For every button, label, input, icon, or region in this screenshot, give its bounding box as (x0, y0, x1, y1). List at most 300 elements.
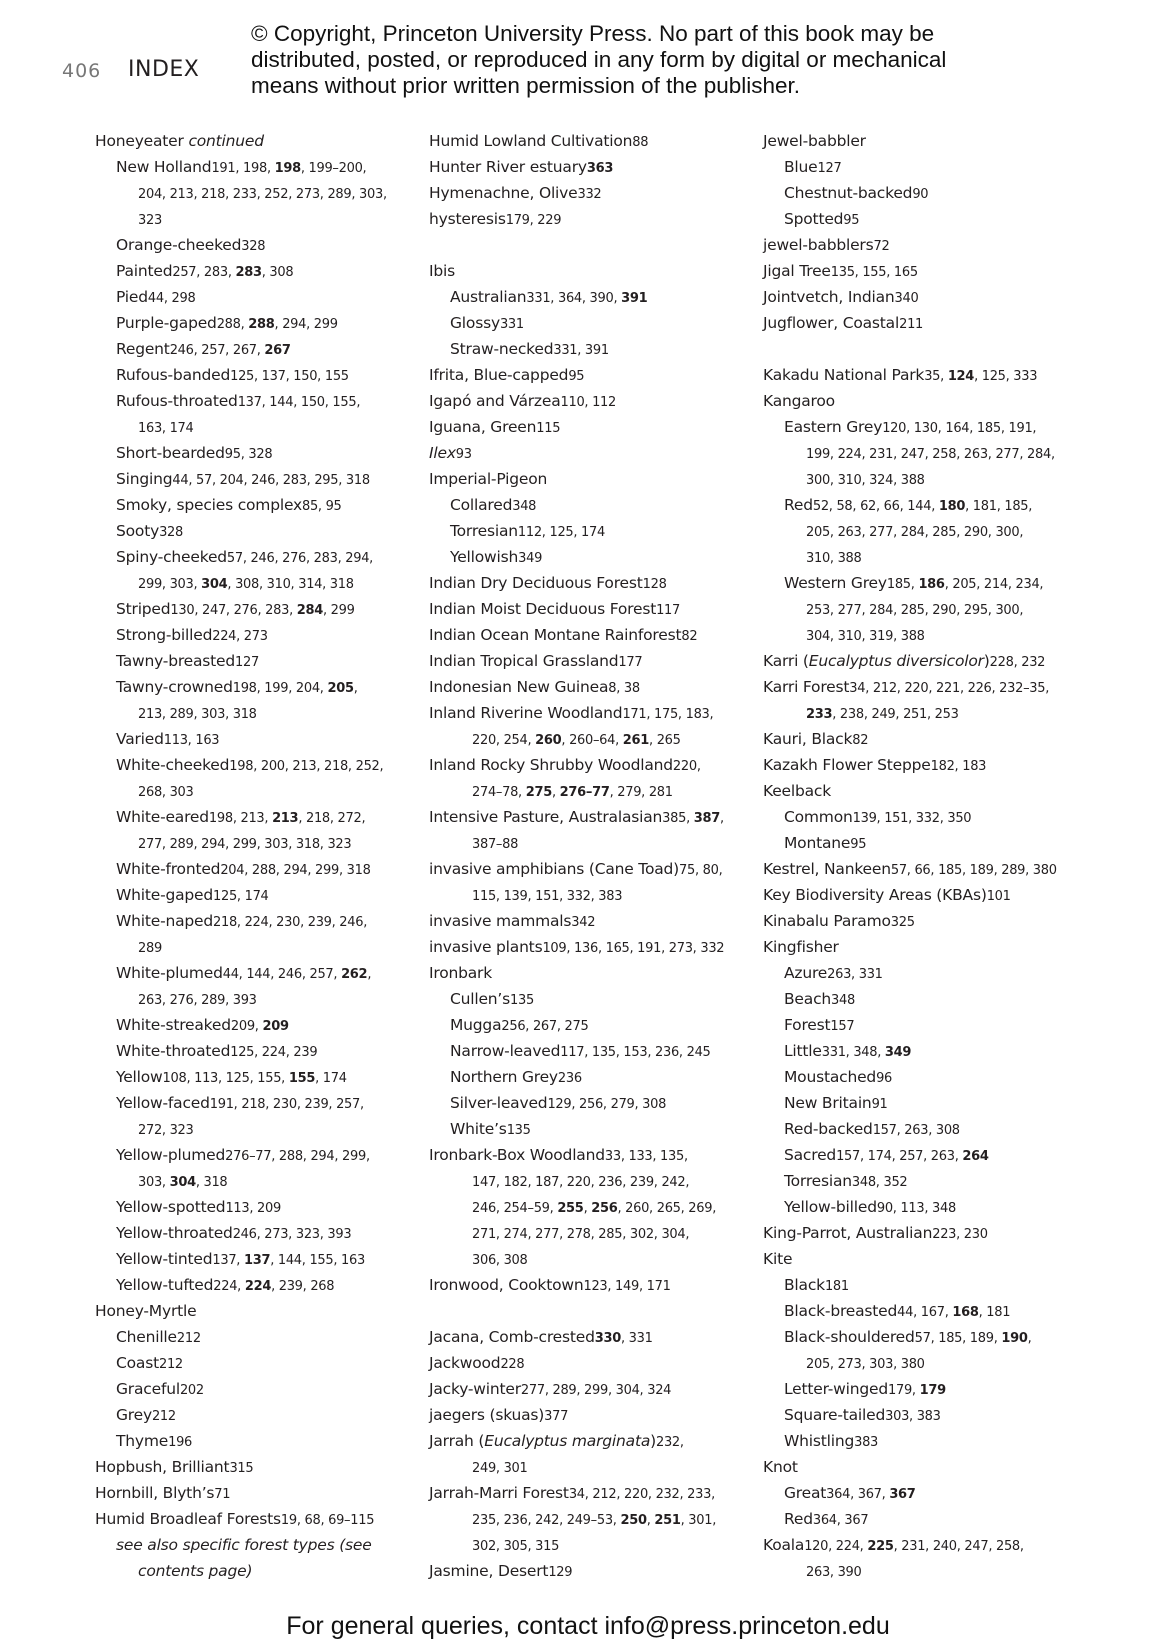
index-entry (429, 648, 759, 674)
entry-term: Humid Broadleaf Forests (95, 1510, 281, 1528)
index-subentry (95, 388, 415, 414)
page-refs: 191, 198, 198, 199–200, (211, 161, 367, 176)
footer-contact: For general queries, contact info@press.princeton.edu (286, 1612, 890, 1640)
index-entry: Jarrah (Eucalyptus marginata)232, (429, 1432, 684, 1450)
entry-term: Jacana, Comb-crested (429, 1328, 595, 1346)
entry-term: Yellow-tufted (116, 1276, 214, 1294)
entry-term: Inland Riverine Woodland (429, 704, 623, 722)
index-subentry (95, 1376, 415, 1402)
page-refs: 157, 174, 257, 263, 264 (836, 1149, 989, 1164)
entry-term: White-eared (116, 808, 209, 826)
index-entry (429, 570, 759, 596)
index-subentry (95, 518, 415, 544)
entry-term: White’s (450, 1120, 507, 1138)
index-entry (429, 1350, 759, 1376)
page-refs: 328 (159, 525, 183, 540)
entry-term: Kite (763, 1250, 793, 1268)
entry-term: Letter-winged (784, 1380, 888, 1398)
entry-term: White-cheeked (116, 756, 230, 774)
index-subentry (95, 752, 415, 778)
page-refs: 198, 200, 213, 218, 252, (229, 759, 384, 774)
entry-term: Pied (116, 288, 148, 306)
page-refs: 340 (894, 291, 919, 306)
entry-term: hysteresis (429, 210, 506, 228)
index-subentry (763, 570, 1163, 596)
index-entry (429, 180, 759, 206)
page-refs: 34, 212, 220, 232, 233, (568, 1487, 715, 1502)
index-spacer (429, 232, 759, 258)
entry-term: Eastern Grey (784, 418, 883, 436)
index-entry (763, 284, 1163, 310)
entry-term: Beach (784, 990, 832, 1008)
index-subentry (429, 544, 759, 570)
page-refs: 52, 58, 62, 66, 144, 180, 181, 185, (812, 499, 1033, 514)
page-refs: 110, 112 (560, 395, 616, 410)
page-refs: 246, 257, 267, 267 (169, 343, 291, 358)
entry-term: Azure (784, 964, 828, 982)
entry-term: jewel-babblers (763, 236, 874, 254)
index-continuation (763, 596, 1163, 622)
copyright-line: distributed, posted, or reproduced in any form by digital or mechanical (251, 47, 947, 72)
page-refs: 177 (618, 655, 643, 670)
entry-term: Short-bearded (116, 444, 225, 462)
index-subentry (95, 960, 415, 986)
index-entry (429, 388, 759, 414)
index-entry (763, 310, 1163, 336)
entry-italic: see also specific forest types (see (116, 1536, 372, 1554)
entry-term: Ironwood, Cooktown (429, 1276, 584, 1294)
page-refs: 304, 310, 319, 388 (806, 629, 925, 644)
entry-term: Kinabalu Paramo (763, 912, 891, 930)
page-refs: 233, 238, 249, 251, 253 (806, 707, 959, 722)
index-subentry (763, 960, 1163, 986)
index-continuation (763, 1350, 1163, 1376)
entry-term: Yellow-plumed (116, 1146, 226, 1164)
entry-term: Indian Tropical Grassland (429, 652, 619, 670)
page-refs: 204, 288, 294, 299, 318 (220, 863, 371, 878)
page-refs: 232, (655, 1435, 684, 1450)
page-refs: 249, 301 (472, 1461, 528, 1476)
entry-term: Graceful (116, 1380, 180, 1398)
page-refs: 8, 38 (608, 681, 640, 696)
page-refs: 93 (455, 447, 472, 462)
index-subentry (95, 1558, 415, 1584)
index-entry (763, 1532, 1163, 1558)
entry-term: Kingfisher (763, 938, 839, 956)
entry-term: White-throated (116, 1042, 231, 1060)
page-refs: 137, 137, 144, 155, 163 (212, 1253, 365, 1268)
page-refs: 171, 175, 183, (622, 707, 714, 722)
index-spacer (429, 1298, 759, 1324)
entry-term: Hornbill, Blyth’s (95, 1484, 215, 1502)
index-continuation (763, 544, 1163, 570)
page-refs: 257, 283, 283, 308 (172, 265, 294, 280)
index-entry (429, 674, 759, 700)
page-refs: 268, 303 (138, 785, 194, 800)
index-entry (429, 154, 759, 180)
entry-term: Indian Moist Deciduous Forest (429, 600, 657, 618)
page-refs: 348 (512, 499, 537, 514)
entry-term: White-plumed (116, 964, 223, 982)
index-entry (429, 1480, 759, 1506)
entry-term: Igapó and Várzea (429, 392, 561, 410)
page-refs: 44, 298 (147, 291, 196, 306)
page-refs: 332 (577, 187, 602, 202)
page-refs: 342 (571, 915, 596, 930)
entry-term: Sooty (116, 522, 160, 540)
entry-term: Chenille (116, 1328, 177, 1346)
page-refs: 115, 139, 151, 332, 383 (472, 889, 623, 904)
entry-term: King-Parrot, Australian (763, 1224, 933, 1242)
page-refs: 289 (138, 941, 162, 956)
page-refs: 125, 224, 239 (230, 1045, 318, 1060)
index-continuation (429, 1246, 759, 1272)
entry-term: Cullen’s (450, 990, 511, 1008)
page-refs: 35, 124, 125, 333 (924, 369, 1038, 384)
page-refs: 96 (876, 1071, 893, 1086)
page-refs: 276–77, 288, 294, 299, (225, 1149, 370, 1164)
entry-term: Thyme (116, 1432, 169, 1450)
page-refs: 109, 136, 165, 191, 273, 332 (542, 941, 725, 956)
entry-term: Little (784, 1042, 822, 1060)
entry-term: Yellow-spotted (116, 1198, 226, 1216)
page-refs: 331, 364, 390, 391 (526, 291, 648, 306)
entry-term: Yellow (116, 1068, 163, 1086)
page-refs: 223, 230 (932, 1227, 988, 1242)
index-continuation (95, 830, 415, 856)
index-subentry (763, 804, 1163, 830)
entry-italic: Ilex (429, 444, 456, 462)
page-refs: 328 (241, 239, 266, 254)
page-refs: 224, 224, 239, 268 (213, 1279, 335, 1294)
entry-term: Chestnut-backed (784, 184, 913, 202)
page-refs: 212 (151, 1409, 176, 1424)
index-entry (429, 908, 759, 934)
index-subentry (763, 180, 1163, 206)
index-subentry (95, 154, 415, 180)
entry-term: invasive plants (429, 938, 543, 956)
page-refs: 220, 254, 260, 260–64, 261, 265 (472, 733, 681, 748)
index-entry (429, 1272, 759, 1298)
index-subentry (95, 284, 415, 310)
index-entry (429, 960, 759, 986)
page-refs: 213, 289, 303, 318 (138, 707, 257, 722)
page-refs: 236 (557, 1071, 582, 1086)
index-subentry (95, 232, 415, 258)
index-subentry (763, 830, 1163, 856)
page-refs: 253, 277, 284, 285, 290, 295, 300, (806, 603, 1024, 618)
index-entry (429, 1376, 759, 1402)
index-subentry (763, 1090, 1163, 1116)
index-subentry (429, 310, 759, 336)
index-subentry (429, 518, 759, 544)
entry-term: Glossy (450, 314, 500, 332)
page-refs: 90 (912, 187, 929, 202)
index-subentry (763, 986, 1163, 1012)
index-entry (763, 934, 1163, 960)
page-refs: 385, 387, (662, 811, 724, 826)
index-continuation (95, 934, 415, 960)
entry-term: Common (784, 808, 853, 826)
index-entry (429, 206, 759, 232)
entry-term: Sacred (784, 1146, 837, 1164)
page-refs: 349 (518, 551, 543, 566)
index-entry (429, 362, 759, 388)
index-entry (763, 258, 1163, 284)
index-subentry (763, 1376, 1163, 1402)
page-refs: 205, 273, 303, 380 (806, 1357, 925, 1372)
entry-term: Jigal Tree (763, 262, 831, 280)
index-entry (763, 1246, 1163, 1272)
entry-term: Rufous-throated (116, 392, 238, 410)
index-subentry (95, 596, 415, 622)
index-subentry (95, 856, 415, 882)
index-subentry (763, 154, 1163, 180)
index-entry (763, 778, 1163, 804)
page-refs: 135 (506, 1123, 531, 1138)
index-entry (763, 232, 1163, 258)
page-refs: 228 (500, 1357, 525, 1372)
page-refs: 199, 224, 231, 247, 258, 263, 277, 284, (806, 447, 1055, 462)
index-entry (429, 1558, 759, 1584)
page-refs: 57, 246, 276, 283, 294, (226, 551, 374, 566)
entry-term: Collared (450, 496, 513, 514)
index-subentry (429, 986, 759, 1012)
index-continuation (763, 1558, 1163, 1584)
entry-term: Ironbark-Box Woodland (429, 1146, 605, 1164)
entry-italic: Eucalyptus diversicolor (808, 652, 984, 670)
index-entry: Karri (Eucalyptus diversicolor)228, 232 (763, 652, 1046, 670)
entry-term: New Britain (784, 1094, 872, 1112)
entry-term: Narrow-leaved (450, 1042, 561, 1060)
entry-term: Forest (784, 1016, 831, 1034)
index-entry (429, 466, 759, 492)
entry-term: Northern Grey (450, 1068, 558, 1086)
entry-term: Honey-Myrtle (95, 1302, 197, 1320)
entry-term: Knot (763, 1458, 798, 1476)
index-entry (763, 388, 1163, 414)
index-subentry (95, 336, 415, 362)
index-spacer (763, 336, 1163, 362)
index-subentry (95, 1220, 415, 1246)
index-subentry (95, 882, 415, 908)
entry-term: Yellowish (450, 548, 519, 566)
entry-term: Hunter River estuary (429, 158, 587, 176)
entry-term: Yellow-throated (116, 1224, 233, 1242)
page-refs: 139, 151, 332, 350 (852, 811, 972, 826)
page-refs: 325 (890, 915, 915, 930)
entry-term: invasive mammals (429, 912, 572, 930)
entry-term: Yellow-faced (116, 1094, 210, 1112)
index-continuation (95, 570, 415, 596)
page-refs: 129, 256, 279, 308 (547, 1097, 667, 1112)
page-refs: 82 (681, 629, 698, 644)
entry-term: Red (784, 1510, 813, 1528)
index-entry (429, 934, 759, 960)
page-refs: 348, 352 (851, 1175, 908, 1190)
index-subentry (763, 1298, 1163, 1324)
page-refs: 211 (899, 317, 924, 332)
entry-term: Ifrita, Blue-capped (429, 366, 569, 384)
entry-term: Moustached (784, 1068, 877, 1086)
index-entry (429, 1324, 759, 1350)
page-refs: 212 (176, 1331, 201, 1346)
index-continuation (429, 1168, 759, 1194)
page-refs: 299, 303, 304, 308, 310, 314, 318 (138, 577, 354, 592)
index-entry (429, 804, 759, 830)
page-refs: 246, 254–59, 255, 256, 260, 265, 269, (472, 1201, 717, 1216)
page-refs: 95 (850, 837, 867, 852)
page-refs: 306, 308 (472, 1253, 528, 1268)
entry-term: Jewel-babbler (763, 132, 866, 150)
entry-term: Tawny-crowned (116, 678, 233, 696)
index-continuation (429, 778, 759, 804)
page-refs: 120, 130, 164, 185, 191, (882, 421, 1037, 436)
entry-term: Kestrel, Nankeen (763, 860, 891, 878)
page-refs: 135 (510, 993, 534, 1008)
entry-term: Jarrah-Marri Forest (429, 1484, 569, 1502)
entry-term: Karri Forest (763, 678, 850, 696)
index-subentry (95, 1142, 415, 1168)
index-entry (763, 128, 1163, 154)
index-entry (763, 908, 1163, 934)
page-refs: 198, 213, 213, 218, 272, (208, 811, 366, 826)
entry-term: Key Biodiversity Areas (KBAs) (763, 886, 987, 904)
index-subentry (429, 336, 759, 362)
index-entry (763, 752, 1163, 778)
page-refs: 364, 367, 367 (826, 1487, 916, 1502)
index-entry (763, 726, 1163, 752)
entry-term: Jackwood (429, 1354, 501, 1372)
entry-term: Black-breasted (784, 1302, 898, 1320)
index-subentry (95, 1324, 415, 1350)
entry-term: Spotted (784, 210, 844, 228)
page-refs: 198, 199, 204, 205, (232, 681, 358, 696)
entry-term: Blue (784, 158, 818, 176)
page-refs: 34, 212, 220, 221, 226, 232–35, (849, 681, 1050, 696)
entry-term: Koala (763, 1536, 805, 1554)
index-subentry (95, 1428, 415, 1454)
entry-term: Smoky, species complex (116, 496, 302, 514)
entry-term: Black-shouldered (784, 1328, 915, 1346)
index-subentry (763, 1506, 1163, 1532)
index-subentry (763, 1116, 1163, 1142)
entry-term: Torresian (450, 522, 518, 540)
entry-term: Jugflower, Coastal (763, 314, 900, 332)
index-subentry (95, 804, 415, 830)
entry-term: Jasmine, Desert (429, 1562, 549, 1580)
index-continuation (429, 830, 759, 856)
page-refs: 33, 133, 135, (604, 1149, 688, 1164)
index-entry (95, 1298, 415, 1324)
copyright-line: means without prior written permission of the publisher. (251, 73, 801, 98)
page-refs: 179, 179 (888, 1383, 946, 1398)
index-subentry (95, 310, 415, 336)
entry-term: Inland Rocky Shrubby Woodland (429, 756, 673, 774)
entry-term: Jointvetch, Indian (763, 288, 895, 306)
page-refs: 112, 125, 174 (517, 525, 605, 540)
index-subentry (95, 492, 415, 518)
entry-term: Orange-cheeked (116, 236, 242, 254)
entry-term: White-naped (116, 912, 213, 930)
entry-term: Kangaroo (763, 392, 835, 410)
page-refs: 115 (536, 421, 561, 436)
page-refs: 256, 267, 275 (501, 1019, 589, 1034)
page-refs: 277, 289, 294, 299, 303, 318, 323 (138, 837, 352, 852)
entry-term: New Holland (116, 158, 212, 176)
entry-term: Humid Lowland Cultivation (429, 132, 633, 150)
index-continuation (95, 414, 415, 440)
page-refs: 310, 388 (806, 551, 862, 566)
entry-term: Painted (116, 262, 173, 280)
page-refs: 196 (168, 1435, 193, 1450)
page-refs: 235, 236, 242, 249–53, 250, 251, 301, (472, 1513, 717, 1528)
page-refs: 129 (548, 1565, 573, 1580)
page-refs: 44, 167, 168, 181 (897, 1305, 1011, 1320)
index-subentry (763, 1324, 1163, 1350)
entry-term: Yellow-tinted (116, 1250, 213, 1268)
page-refs: 95 (568, 369, 585, 384)
index-entry (763, 1220, 1163, 1246)
copyright-notice (251, 21, 1151, 99)
index-subentry (95, 1064, 415, 1090)
page-refs: 377 (544, 1409, 569, 1424)
index-subentry (763, 1012, 1163, 1038)
index-subentry (95, 1272, 415, 1298)
page-refs: 224, 273 (212, 629, 268, 644)
page-refs: 271, 274, 277, 278, 285, 302, 304, (472, 1227, 690, 1242)
index-subentry (763, 206, 1163, 232)
index-continuation (429, 1506, 759, 1532)
page-refs: 204, 213, 218, 233, 252, 273, 289, 303, (138, 187, 387, 202)
page-refs: 181 (824, 1279, 849, 1294)
page-refs: 288, 288, 294, 299 (216, 317, 338, 332)
index-continuation (763, 700, 1163, 726)
page-refs: 101 (986, 889, 1011, 904)
page-refs: 95 (843, 213, 860, 228)
entry-term: Black (784, 1276, 825, 1294)
entry-term: Hymenachne, Olive (429, 184, 578, 202)
page-refs: 95, 328 (224, 447, 273, 462)
entry-term: Grey (116, 1406, 152, 1424)
page-refs: 202 (179, 1383, 204, 1398)
index-subentry (429, 1012, 759, 1038)
index-entry (429, 128, 759, 154)
entry-term: Ibis (429, 262, 455, 280)
index-entry (429, 596, 759, 622)
entry-term: Straw-necked (450, 340, 554, 358)
index-entry (429, 414, 759, 440)
entry-term: Regent (116, 340, 170, 358)
index-entry (429, 440, 759, 466)
index-subentry (95, 362, 415, 388)
index-column-1 (95, 128, 415, 1584)
index-subentry (763, 492, 1163, 518)
page-refs: 323 (138, 213, 162, 228)
page-refs: 330, 331 (594, 1331, 653, 1346)
page-refs: 128 (642, 577, 667, 592)
index-continuation (429, 726, 759, 752)
index-entry (429, 700, 759, 726)
entry-italic: continued (188, 132, 264, 150)
page-refs: 88 (632, 135, 649, 150)
index-entry (429, 1402, 759, 1428)
entry-term: Purple-gaped (116, 314, 217, 332)
index-continuation (95, 1116, 415, 1142)
index-continuation (429, 1532, 759, 1558)
page-refs: 364, 367 (812, 1513, 869, 1528)
entry-term: Silver-leaved (450, 1094, 548, 1112)
